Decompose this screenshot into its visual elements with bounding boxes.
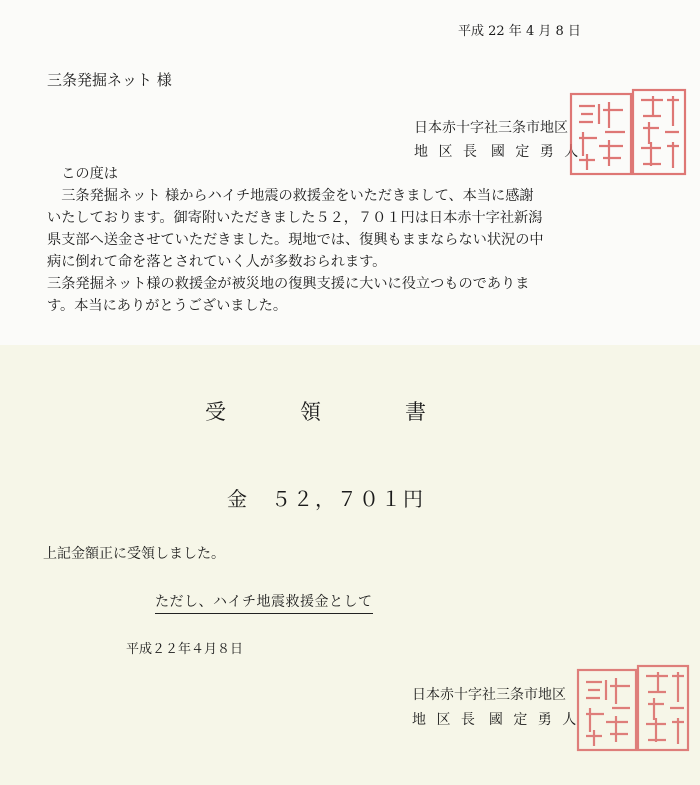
receipt-organization: 日本赤十字社三条市地区	[412, 687, 566, 703]
receipt-received-line: 上記金額正に受領しました。	[43, 546, 225, 562]
receipt-title-char: 書	[405, 400, 426, 424]
seal-stamp-icon	[576, 664, 690, 756]
letter-line: 三条発掘ネット様の救援金が被災地の復興支援に大いに役立つものでありま	[47, 276, 530, 292]
letter-body	[47, 163, 607, 317]
letter-organization: 日本赤十字社三条市地区	[414, 120, 568, 136]
letter-line: 県支部へ送金させていただきました。現地では、復興もままならない状況の中	[47, 232, 544, 248]
receipt-title-char: 領	[300, 400, 321, 424]
receipt-chief: 地 区 長 國 定 勇 人	[412, 712, 577, 728]
letter-line: す。本当にありがとうございました。	[47, 298, 288, 314]
receipt-note: ただし、ハイチ地震救援金として	[155, 594, 373, 614]
receipt-date: 平成２２年４月８日	[126, 642, 244, 657]
letter-chief: 地 区 長 國 定 勇 人	[414, 144, 579, 160]
addressee: 三条発掘ネット 様	[47, 71, 172, 89]
receipt-title-char: 受	[205, 400, 226, 424]
letter-line: この度は	[47, 166, 118, 182]
letter-date: 平成 22 年 4 月 8 日	[458, 24, 581, 39]
letter-line: 三条発掘ネット 様からハイチ地震の救援金をいただきまして、本当に感謝	[47, 188, 534, 204]
letter-line: 病に倒れて命を落とされていく人が多数おられます。	[47, 254, 387, 270]
receipt-amount: 金 ５２，７０１円	[227, 487, 425, 511]
letter-line: いたしております。御寄附いただきました５２，７０１円は日本赤十字社新潟	[47, 210, 543, 226]
